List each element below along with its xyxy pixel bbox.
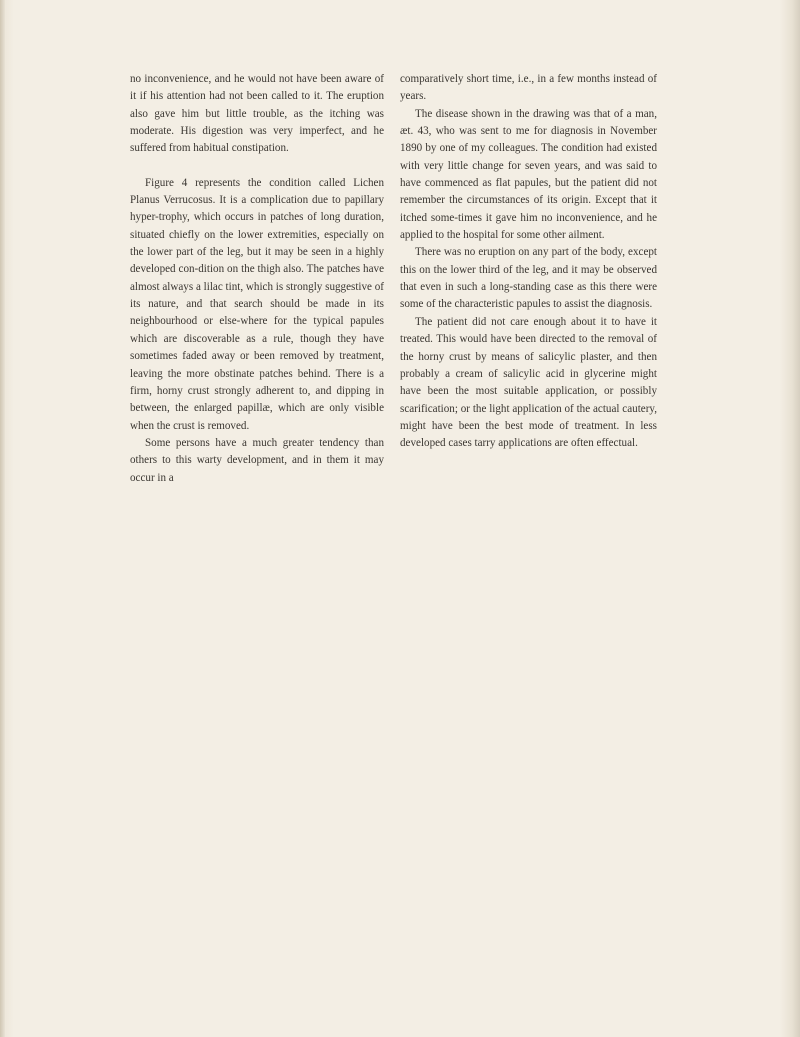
left-text-column (130, 71, 384, 487)
paragraph: comparatively short time, i.e., in a few months instead of years. (400, 73, 657, 103)
paragraph: Some persons have a much greater tendency than others to this warty development, and in them it may occur in a (130, 436, 384, 484)
right-text-column (400, 71, 657, 453)
paragraph: no inconvenience, and he would not have been aware of it if his attention had not been called to it. The eruption also gave him but little trouble, as the itching was moderate. His digestion was very imperfect, and he suffered from habitual constipation. (130, 73, 384, 155)
paragraph: There was no eruption on any part of the body, except this on the lower third of the leg, and it may be observed that even in such a long-standing case as this there were some of the characteristic papules to assist the diagnosis. (400, 246, 657, 311)
paragraph: Figure 4 represents the condition called Lichen Planus Verrucosus. It is a complication due to papillary hyper-trophy, which occurs in patches of long duration, situated chiefly on the lower extremities, especially on the lower part of the leg, but it may be seen in a highly developed con-dition on the thigh also. The patches have almost always a lilac tint, which is strongly suggestive of its nature, and that search should be made in its neighbourhood or else-where for the typical papules which are discoverable as a rule, though they have sometimes faded away or been removed by treatment, leaving the more obstinate patches behind. There is a firm, horny crust strongly adherent to, and dipping in between, the enlarged papillæ, which are only visible when the crust is removed. (130, 176, 384, 432)
paragraph: The patient did not care enough about it to have it treated. This would have been directed to the removal of the horny crust by means of salicylic plaster, and then probably a cream of salicylic acid in glycerine might have been the most suitable application, or possibly scarification; or the light application of the actual cautery, might have been the best mode of treatment. In less developed cases tarry applications are often effectual. (400, 315, 657, 450)
page-edge (0, 0, 5, 1037)
paragraph: The disease shown in the drawing was that of a man, æt. 43, who was sent to me for diagnosis in November 1890 by one of my colleagues. The condition had existed with very little change for seven years, and was said to have commenced as flat papules, but the patient did not remember the circumstances of its origin. Except that it itched some-times it gave him no inconvenience, and he applied to the hospital for some other ailment. (400, 107, 657, 242)
